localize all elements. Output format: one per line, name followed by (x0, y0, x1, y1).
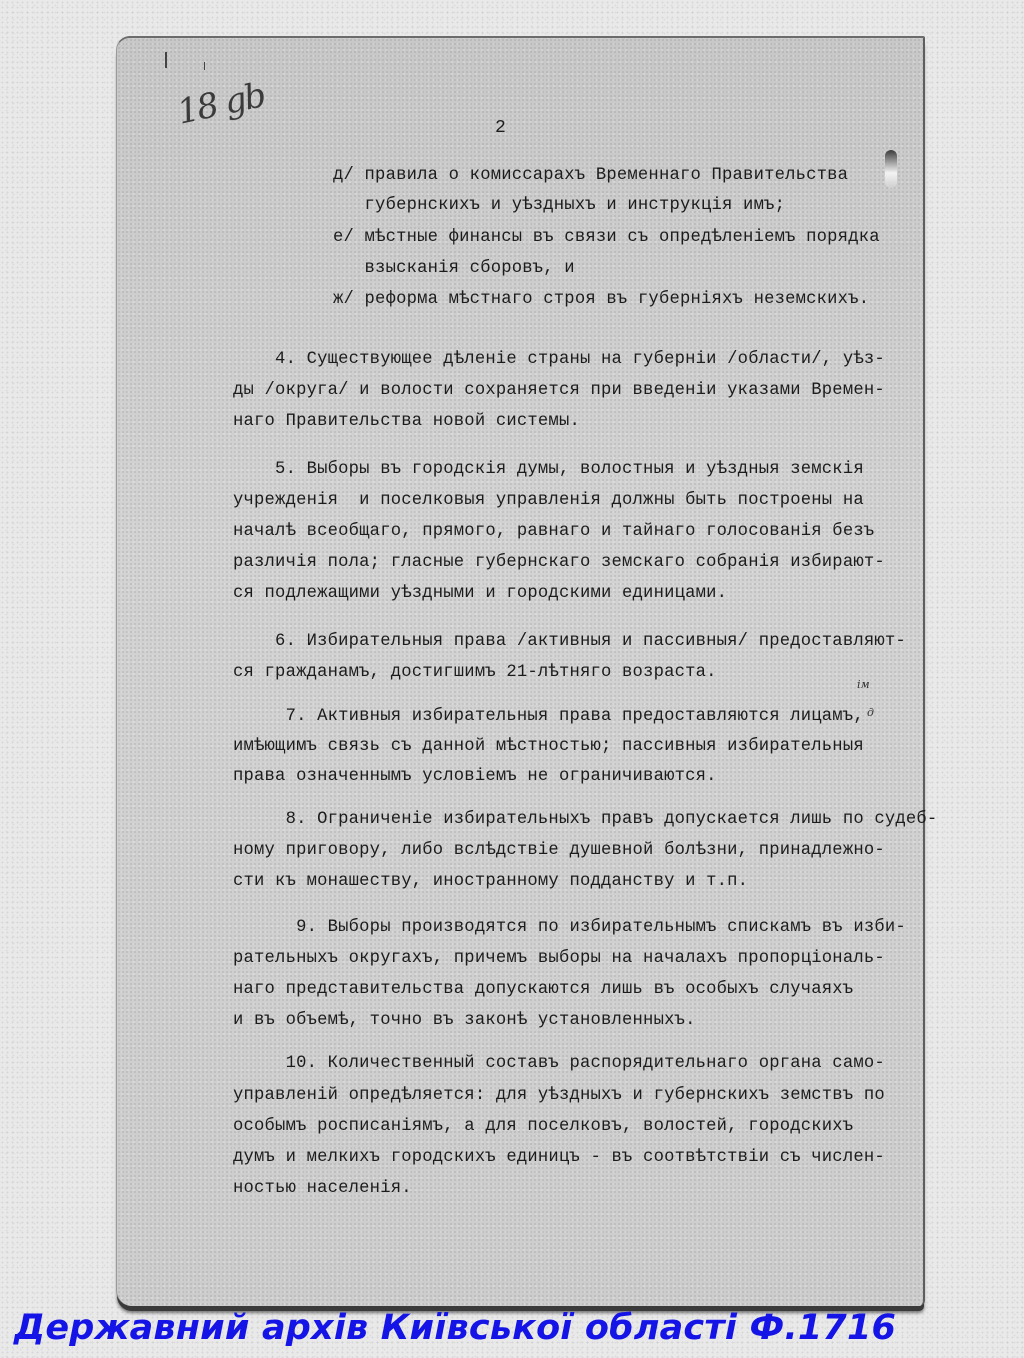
paragraph-7-line: права означеннымъ условіемъ не ограничиваются. (233, 767, 717, 786)
paragraph-5-line: ся подлежащими уѣздными и городскими единицами. (233, 584, 728, 603)
paragraph-5-line: учрежденія и поселковыя управленія должны быть построены на (233, 491, 864, 510)
pencil-tick-mark (165, 52, 167, 68)
list-item-d-line-2: губернскихъ и уѣздныхъ и инструкція имъ; (333, 196, 786, 215)
paragraph-9-line: наго представительства допускаются лишь въ особыхъ случаяхъ (233, 980, 854, 999)
paragraph-10-line: особымъ росписаніямъ, а для поселковъ, волостей, городскихъ (233, 1117, 854, 1136)
paragraph-10-line: 10. Количественный составъ распорядительнаго органа само- (233, 1054, 885, 1073)
paragraph-7-line: имѣющимъ связь съ данной мѣстностью; пассивныя избирательныя (233, 737, 864, 756)
list-item-zh-line-1: ж/ реформа мѣстнаго строя въ губерніяхъ неземскихъ. (333, 290, 870, 309)
list-item-e-line-1: е/ мѣстные финансы въ связи съ опредѣленіемъ порядка (333, 228, 880, 247)
page-number: 2 (495, 118, 506, 138)
archive-caption: Державний архів Київської області Ф.1716 (14, 1308, 897, 1348)
paragraph-4-line: ды /округа/ и волости сохраняется при введеніи указами Времен- (233, 381, 885, 400)
pencil-tick-mark (204, 62, 205, 70)
punch-hole (885, 150, 897, 188)
paragraph-6-line: ся гражданамъ, достигшимъ 21-лѣтняго возраста. (233, 663, 717, 682)
archival-document-page (116, 36, 938, 1306)
paragraph-9-line: рательныхъ округахъ, причемъ выборы на началахъ пропорціональ- (233, 949, 885, 968)
paragraph-6-line: 6. Избирательныя права /активныя и пассивныя/ предоставляют- (233, 632, 906, 651)
list-item-d-line-1: д/ правила о комиссарахъ Временнаго Правительства (333, 166, 849, 185)
paragraph-8-line: сти къ монашеству, иностранному подданству и т.п. (233, 872, 749, 891)
paragraph-8-line: 8. Ограниченіе избирательныхъ правъ допускается лишь по судеб- (233, 810, 938, 829)
margin-mark: ім (857, 678, 870, 691)
paragraph-10-line: думъ и мелкихъ городскихъ единицъ - въ соотвѣтствіи съ числен- (233, 1148, 885, 1167)
paragraph-10-line: управленій опредѣляется: для уѣздныхъ и губернскихъ земствъ по (233, 1086, 885, 1105)
list-item-e-line-2: взысканія сборовъ, и (333, 259, 575, 278)
paragraph-8-line: ному приговору, либо вслѣдствіе душевной болѣзни, принадлежно- (233, 841, 885, 860)
paragraph-9-line: и въ объемѣ, точно въ законѣ установленныхъ. (233, 1011, 696, 1030)
paragraph-5-line: началѣ всеобщаго, прямого, равнаго и тайнаго голосованія безъ (233, 522, 875, 541)
paragraph-5-line: различія пола; гласные губернскаго земскаго собранія избирают- (233, 553, 885, 572)
paragraph-10-line: ностью населенія. (233, 1179, 412, 1198)
paragraph-4-line: наго Правительства новой системы. (233, 412, 580, 431)
handwritten-note: 18 gb (173, 75, 268, 133)
paragraph-9-line: 9. Выборы производятся по избирательнымъ спискамъ въ изби- (233, 918, 906, 937)
paragraph-5-line: 5. Выборы въ городскія думы, волостныя и уѣздныя земскія (233, 460, 864, 479)
margin-mark: д (867, 706, 874, 719)
paragraph-4-line: 4. Существующее дѣленіе страны на губерніи /области/, уѣз- (233, 350, 885, 369)
paragraph-7-line: 7. Активныя избирательныя права предоставляются лицамъ, (233, 707, 864, 726)
